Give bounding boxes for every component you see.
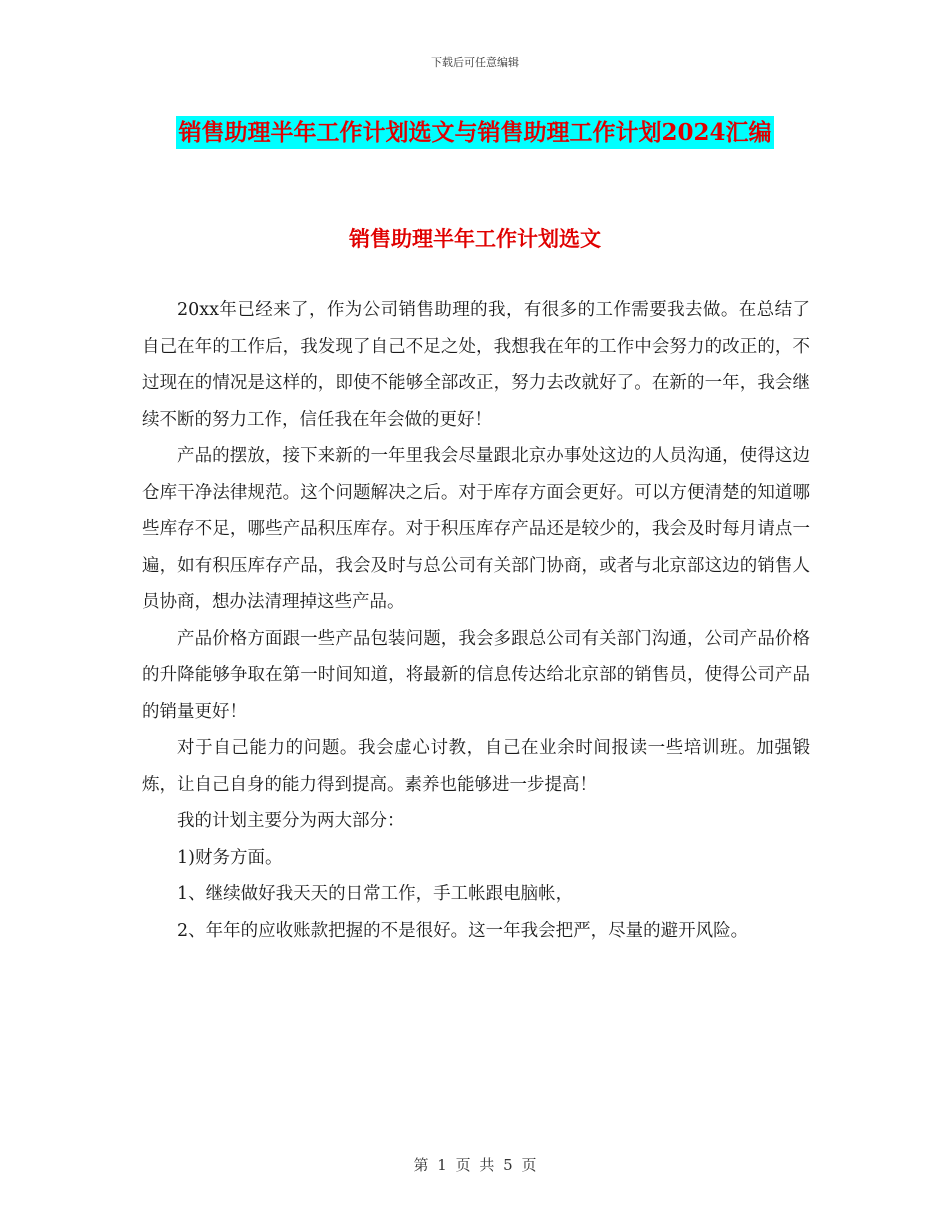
paragraph: 2、年年的应收账款把握的不是很好。这一年我会把严，尽量的避开风险。 bbox=[177, 920, 749, 941]
paragraph: 1)财务方面。 bbox=[177, 847, 283, 868]
paragraph: 产品的摆放，接下来新的一年里我会尽量跟北京办事处这边的人员沟通，使得这边仓库干净法律规范。这个问题解决之后。对于库存方面会更好。可以方便清楚的知道哪些库存不足，哪些产品积压库存。对于积压库存产品还是较少的，我会及时每月请点一遍，如有积压库存产品，我会及时与总公司有关部门协商，或者与北京部这边的销售人员协商，想办法清理掉这些产品。 bbox=[142, 446, 810, 612]
paragraph: 20xx年已经来了，作为公司销售助理的我，有很多的工作需要我去做。在总结了自己在年的工作后，我发现了自己不足之处，我想我在年的工作中会努力的改正的，不过现在的情况是这样的，即使不能够全部改正，努力去改就好了。在新的一年，我会继续不断的努力工作，信任我在年会做的更好！ bbox=[142, 300, 810, 430]
paragraph: 对于自己能力的问题。我会虚心讨教，自己在业余时间报读一些培训班。加强锻炼，让自己自身的能力得到提高。素养也能够进一步提高！ bbox=[142, 738, 810, 795]
section-subtitle: 销售助理半年工作计划选文 bbox=[349, 226, 601, 251]
page-footer: 第 1 页 共 5 页 bbox=[413, 1156, 537, 1174]
body-content bbox=[142, 292, 810, 949]
document-title-text: 销售助理半年工作计划选文与销售助理工作计划2024汇编 bbox=[176, 116, 773, 149]
paragraph: 我的计划主要分为两大部分： bbox=[177, 811, 405, 831]
paragraph: 产品价格方面跟一些产品包装问题，我会多跟总公司有关部门沟通，公司产品价格的升降能够争取在第一时间知道，将最新的信息传达给北京部的销售员，使得公司产品的销量更好！ bbox=[142, 628, 810, 722]
header-note: 下载后可任意编辑 bbox=[431, 56, 519, 69]
paragraph: 1、继续做好我天天的日常工作，手工帐跟电脑帐， bbox=[177, 884, 574, 904]
document-title bbox=[140, 111, 810, 156]
